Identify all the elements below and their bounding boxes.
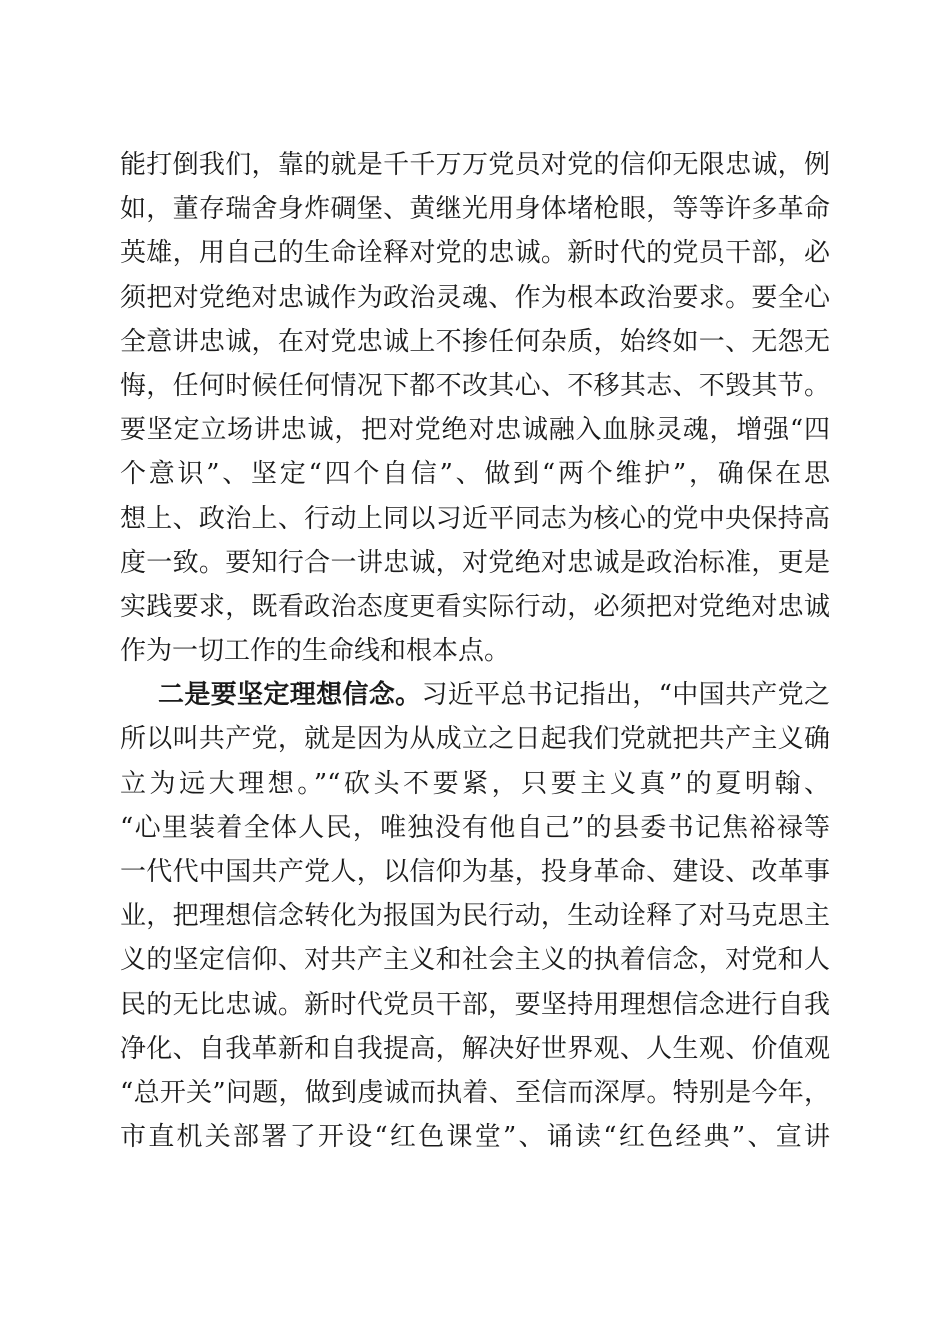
text-line: 所以叫共产党，就是因为从成立之日起我们党就把共产主义确 — [120, 724, 830, 755]
text-line: 度一致。要知行合一讲忠诚，对党绝对忠诚是政治标准，更是 — [120, 547, 830, 578]
text-line: “总开关”问题，做到虔诚而执着、至信而深厚。特别是今年， — [120, 1077, 830, 1108]
text-line: 义的坚定信仰、对共产主义和社会主义的执着信念，对党和人 — [120, 945, 830, 976]
text-line: “心里装着全体人民，唯独没有他自己”的县委书记焦裕禄等 — [120, 812, 830, 843]
text-line: 民的无比忠诚。新时代党员干部，要坚持用理想信念进行自我 — [120, 989, 830, 1020]
text-line: 立为远大理想。”“砍头不要紧，只要主义真”的夏明翰、 — [120, 768, 830, 799]
text-line: 要坚定立场讲忠诚，把对党绝对忠诚融入血脉灵魂，增强“四 — [120, 415, 830, 446]
text-line: 悔，任何时候任何情况下都不改其心、不移其志、不毁其节。 — [120, 370, 830, 401]
text-line: 个意识”、坚定“四个自信”、做到“两个维护”，确保在思 — [120, 459, 830, 490]
paragraph-first-line — [120, 673, 830, 717]
text-line: 能打倒我们，靠的就是千千万万党员对党的信仰无限忠诚，例 — [120, 150, 830, 180]
text-line: 如，董存瑞舍身炸碉堡、黄继光用身体堵枪眼，等等许多革命 — [120, 194, 830, 225]
text-line: 实践要求，既看政治态度更看实际行动，必须把对党绝对忠诚 — [120, 591, 830, 622]
text-line: 想上、政治上、行动上同以习近平同志为核心的党中央保持高 — [120, 503, 830, 534]
text-line: 业，把理想信念转化为报国为民行动，生动诠释了对马克思主 — [120, 901, 830, 932]
text-line: 一代代中国共产党人，以信仰为基，投身革命、建设、改革事 — [120, 857, 830, 887]
text-line: 净化、自我革新和自我提高，解决好世界观、人生观、价值观 — [120, 1033, 830, 1064]
text-line: 须把对党绝对忠诚作为政治灵魂、作为根本政治要求。要全心 — [120, 282, 830, 313]
text-line: 作为一切工作的生命线和根本点。 — [120, 636, 511, 667]
paragraph-loyalty — [120, 143, 830, 673]
text-line: 英雄，用自己的生命诠释对党的忠诚。新时代的党员干部，必 — [120, 238, 830, 269]
document-body — [120, 143, 830, 1159]
paragraph-ideals — [120, 673, 830, 1159]
paragraph-heading: 二是要坚定理想信念。 — [158, 680, 422, 711]
text-line: 全意讲忠诚，在对党忠诚上不掺任何杂质，始终如一、无怨无 — [120, 326, 830, 357]
text-segment: 习近平总书记指出，“中国共产党之 — [421, 680, 830, 711]
text-line: 市直机关部署了开设“红色课堂”、诵读“红色经典”、宣讲 — [120, 1122, 830, 1153]
